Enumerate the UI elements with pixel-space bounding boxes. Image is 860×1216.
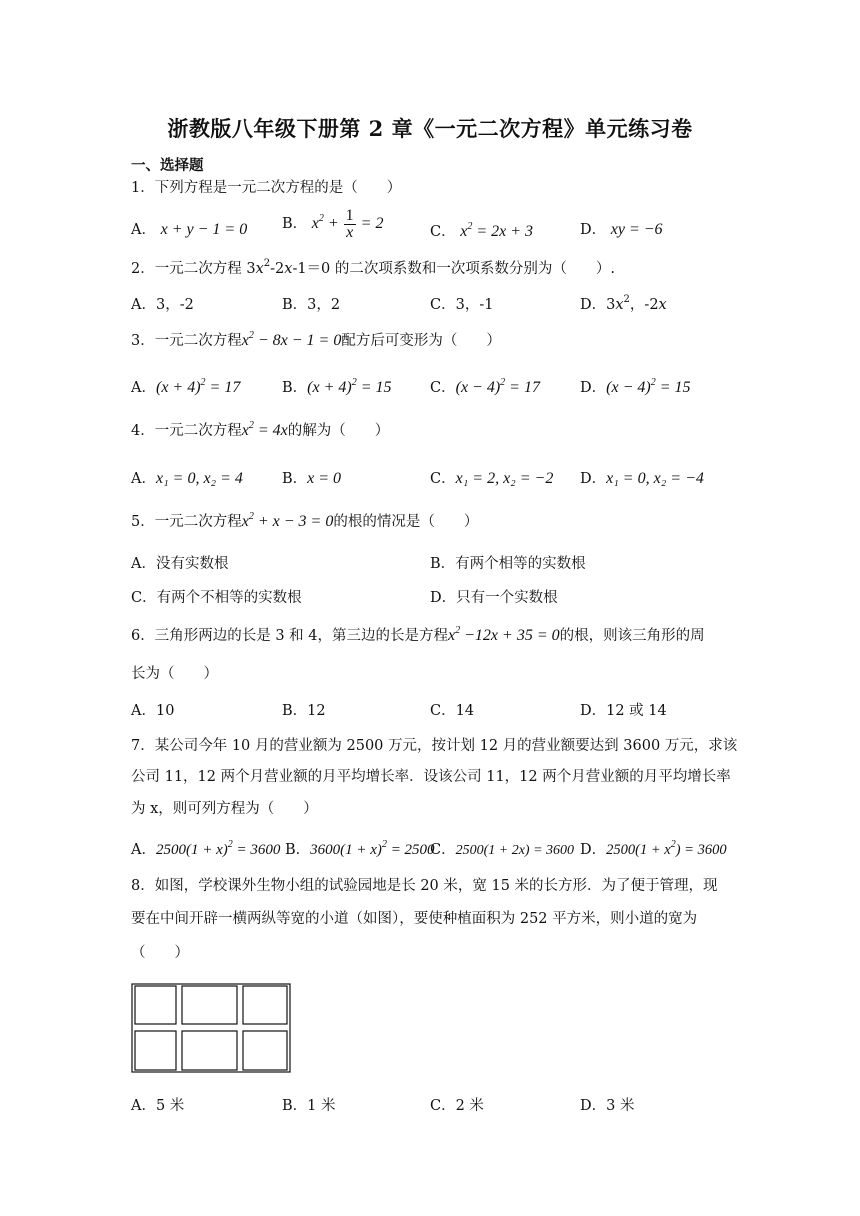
question-4-stem: 4．一元二次方程$x^2 = 4x$的解为（ ） (131, 420, 390, 439)
q7-option-d[interactable]: D．$2500(1 + x^2) = 3600$ (580, 839, 727, 858)
q8-option-d[interactable]: D．3 米 (580, 1098, 635, 1114)
q2-option-a[interactable]: A．3，-2 (131, 297, 194, 313)
q8-option-a[interactable]: A．5 米 (131, 1098, 185, 1114)
q2-option-d[interactable]: D．$3x^2$，-2x (580, 294, 667, 313)
q5-option-d[interactable]: D．只有一个实数根 (430, 590, 558, 606)
garden-diagram (131, 983, 293, 1075)
q3-option-d[interactable]: D．$(x - 4)^2 = 15$ (580, 377, 691, 396)
question-8-stem-line1: 8．如图，学校课外生物小组的试验园地是长 20 米，宽 15 米的长方形．为了便于管理，现 (131, 878, 718, 894)
question-6-stem-line2: 长为（ ） (131, 666, 218, 682)
garden-plot (135, 1031, 176, 1070)
option-math: $x^2 = 2x + 3$ (460, 221, 534, 240)
q7-option-b[interactable]: B．$3600(1 + x)^2 = 2500$ (285, 839, 435, 858)
question-7-stem-line1: 7．某公司今年 10 月的营业额为 2500 万元，按计划 12 月的营业额要达到 3600 万元，求该 (131, 738, 738, 754)
question-8-stem-line2: 要在中间开辟一横两纵等宽的小道（如图），要使种植面积为 252 平方米，则小道的宽为 (131, 911, 698, 927)
q8-option-c[interactable]: C．2 米 (430, 1098, 484, 1114)
document-title: 浙教版八年级下册第 2 章《一元二次方程》单元练习卷 (167, 116, 693, 141)
question-2-stem: 2．一元二次方程 $3x^2-2x-1=0$ 的二次项系数和一次项系数分别为（ ）. (131, 258, 616, 277)
garden-plot (182, 1031, 237, 1070)
q2-option-b[interactable]: B．3，2 (282, 297, 341, 313)
question-6-stem: 6．三角形两边的长是 3 和 4，第三边的长是方程$x^2 -12x + 35 = 0$的根，则该三角形的周 (131, 625, 705, 644)
q7-option-c[interactable]: C．2500(1 + 2x) = 3600 (430, 842, 575, 858)
section-heading: 一、选择题 (131, 157, 204, 174)
q3-option-a[interactable]: A．$(x + 4)^2 = 17$ (131, 377, 241, 396)
question-5-stem: 5．一元二次方程$x^2 + x - 3 = 0$的根的情况是（ ） (131, 511, 479, 530)
q6-option-a[interactable]: A．10 (131, 703, 175, 719)
q6-option-b[interactable]: B．12 (282, 703, 326, 719)
q4-option-c[interactable]: C．x₁ = 2, x₂ = −2 (430, 470, 554, 487)
option-label: C． (430, 224, 456, 240)
q1-option-d[interactable] (580, 218, 663, 239)
q1-option-b[interactable] (282, 208, 383, 241)
q1-option-c[interactable] (430, 220, 533, 241)
garden-plot (243, 986, 287, 1024)
option-math: x + y − 1 = 0 (160, 221, 248, 238)
q2-option-c[interactable]: C．3，-1 (430, 297, 494, 313)
q5-option-b[interactable]: B．有两个相等的实数根 (430, 556, 586, 572)
question-7-stem-line3: 为 x，则可列方程为（ ） (131, 801, 318, 817)
q6-option-c[interactable]: C．14 (430, 703, 475, 719)
option-math: xy = −6 (610, 221, 663, 238)
option-label: B． (282, 216, 308, 233)
question-3-stem: 3．一元二次方程$x^2 - 8x - 1 = 0$配方后可变形为（ ） (131, 330, 501, 349)
q3-option-b[interactable]: B．$(x + 4)^2 = 15$ (282, 377, 392, 396)
option-math: $x^2$ + $\frac{1}{x}$ = 2 (311, 207, 384, 241)
question-1-stem: 1．下列方程是一元二次方程的是（ ） (131, 180, 402, 196)
q7-option-a[interactable]: A．$2500(1 + x)^2 = 3600$ (131, 839, 281, 858)
question-8-stem-line3: （ ） (131, 945, 189, 961)
q5-option-a[interactable]: A．没有实数根 (131, 556, 229, 572)
option-label: D． (580, 222, 607, 238)
q4-option-a[interactable]: A．x₁ = 0, x₂ = 4 (131, 470, 243, 487)
garden-plot (182, 986, 237, 1024)
q3-option-c[interactable]: C．$(x - 4)^2 = 17$ (430, 377, 540, 396)
q6-option-d[interactable]: D．12 或 14 (580, 703, 667, 719)
garden-plot (243, 1031, 287, 1070)
q4-option-b[interactable]: B．x = 0 (282, 470, 342, 487)
question-7-stem-line2: 公司 11，12 两个月营业额的月平均增长率．设该公司 11，12 两个月营业额的月平均增长率 (131, 769, 731, 785)
q1-option-a[interactable] (131, 218, 247, 239)
garden-outer-rect (132, 984, 290, 1072)
option-label: A． (131, 222, 156, 238)
garden-plot (135, 986, 176, 1024)
q8-option-b[interactable]: B．1 米 (282, 1098, 336, 1114)
q5-option-c[interactable]: C．有两个不相等的实数根 (131, 590, 302, 606)
q4-option-d[interactable]: D．x₁ = 0, x₂ = −4 (580, 470, 704, 487)
